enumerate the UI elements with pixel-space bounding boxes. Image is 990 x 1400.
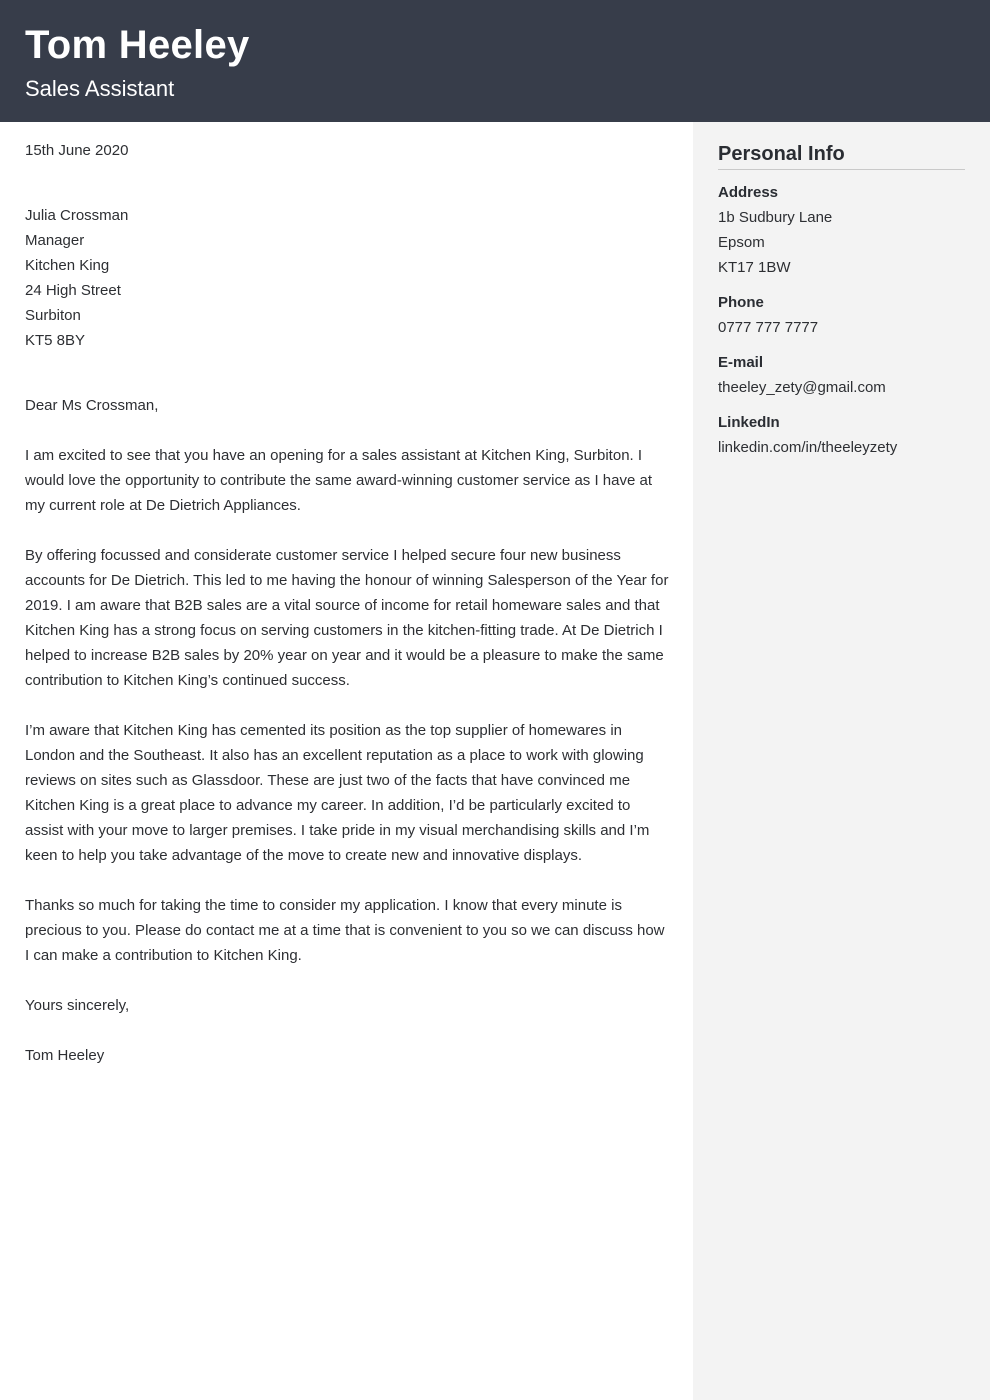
- linkedin-label: LinkedIn: [718, 414, 780, 431]
- address-line-1: 1b Sudbury Lane: [718, 209, 833, 226]
- recipient-street: 24 High Street: [25, 282, 121, 299]
- recipient-town: Surbiton: [25, 307, 81, 324]
- applicant-name: Tom Heeley: [25, 23, 250, 67]
- paragraph-achievements: By offering focussed and considerate customer service I helped secure four new business accounts for De Dietrich. This led to me having the honour of winning Salesperson of the Year for 2019. I am aware that B2B sales are a vital source of income for retail homeware sales and that Kitchen King has a strong focus on serving customers in the kitchen-fitting trade. At De Dietrich I helped to increase B2B sales by 20% year on year and it would be a pleasure to make the same contribution to Kitchen King’s continued success.: [25, 547, 669, 689]
- applicant-role: Sales Assistant: [25, 76, 175, 101]
- email-label: E-mail: [718, 354, 764, 371]
- address-label: Address: [718, 184, 779, 201]
- address-line-2: Epsom: [718, 234, 765, 251]
- recipient-company: Kitchen King: [25, 257, 110, 274]
- letter-date: 15th June 2020: [25, 142, 129, 159]
- personal-info-title: Personal Info: [718, 142, 965, 170]
- paragraph-intro: I am excited to see that you have an opening for a sales assistant at Kitchen King, Surbiton. I would love the opportunity to contribute the same award-winning customer service as I have at my current role at De Dietrich Appliances.: [25, 447, 652, 514]
- salutation: Dear Ms Crossman,: [25, 397, 159, 414]
- paragraph-motivation: I’m aware that Kitchen King has cemented its position as the top supplier of homewares in London and the Southeast. It also has an excellent reputation as a place to work with glowing reviews on sites such as Glassdoor. These are just two of the facts that have convinced me Kitchen King is a great place to advance my career. In addition, I’d be particularly excited to assist with your move to larger premises. I take pride in my visual merchandising skills and I’m keen to help you take advantage of the move to create new and innovative displays.: [25, 722, 650, 864]
- closing-phrase: Yours sincerely,: [25, 997, 130, 1014]
- recipient-name: Julia Crossman: [25, 207, 129, 224]
- recipient-postcode: KT5 8BY: [25, 332, 86, 349]
- recipient-title: Manager: [25, 232, 85, 249]
- linkedin-value[interactable]: linkedin.com/in/theeleyzety: [718, 439, 898, 456]
- header-banner: [0, 0, 990, 122]
- paragraph-closing: Thanks so much for taking the time to consider my application. I know that every minute is precious to you. Please do contact me at a time that is convenient to you so we can discuss how I can make a contribution to Kitchen King.: [25, 897, 665, 964]
- signature-name: Tom Heeley: [25, 1047, 105, 1064]
- personal-info-sidebar: [693, 122, 990, 1400]
- phone-label: Phone: [718, 294, 764, 311]
- email-value[interactable]: theeley_zety@gmail.com: [718, 379, 886, 396]
- recipient-block: [25, 203, 671, 353]
- letter-body: [0, 122, 693, 1400]
- phone-value: 0777 777 7777: [718, 319, 819, 336]
- address-line-3: KT17 1BW: [718, 259, 791, 276]
